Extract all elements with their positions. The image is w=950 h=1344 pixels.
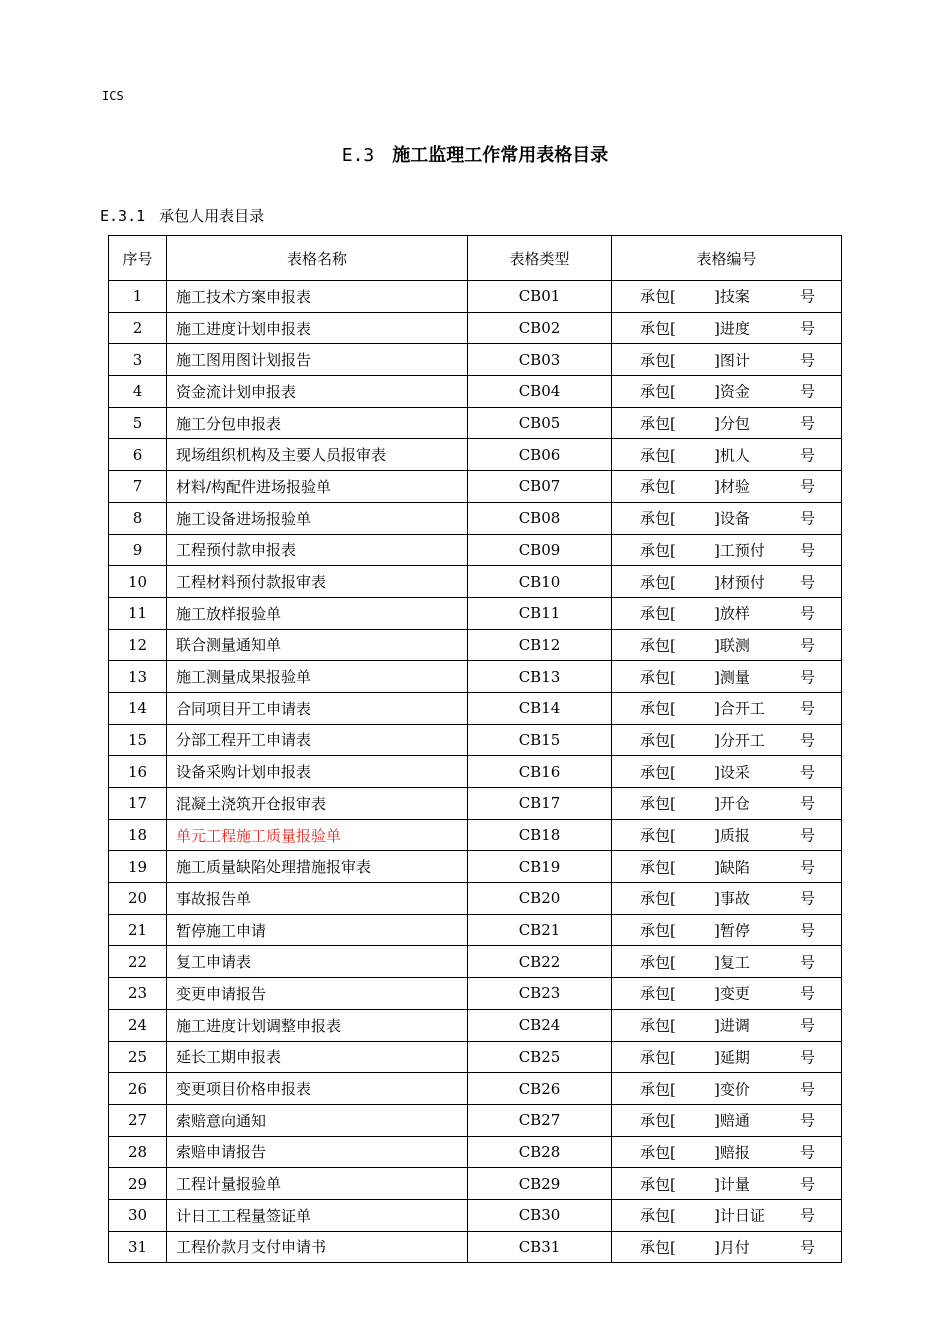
code-prefix: 承包[ [640,1016,676,1035]
form-code [612,883,842,915]
code-prefix: 承包[ [640,953,676,972]
form-code [612,1104,842,1136]
form-type: CB12 [468,629,612,661]
row-number: 12 [109,629,167,661]
code-suffix: 号 [800,953,816,972]
form-type: CB21 [468,914,612,946]
form-type: CB06 [468,439,612,471]
row-number: 24 [109,1009,167,1041]
row-number: 30 [109,1199,167,1231]
form-type: CB19 [468,851,612,883]
code-prefix: 承包[ [640,984,676,1003]
table-row [109,1136,842,1168]
row-number: 22 [109,946,167,978]
row-number: 23 [109,978,167,1010]
code-abbrev: ]计量 [714,1175,750,1194]
form-code [612,281,842,313]
code-suffix: 号 [800,414,816,433]
code-prefix: 承包[ [640,287,676,306]
header-name: 表格名称 [167,236,468,281]
subtitle-text: 承包人用表目录 [159,207,265,225]
code-prefix: 承包[ [640,573,676,592]
subtitle-number: E.3.1 [100,207,146,225]
code-prefix: 承包[ [640,446,676,465]
table-row [109,597,842,629]
form-code [612,534,842,566]
row-number: 5 [109,407,167,439]
row-number: 27 [109,1104,167,1136]
row-number: 16 [109,756,167,788]
code-prefix: 承包[ [640,1080,676,1099]
form-type: CB30 [468,1199,612,1231]
row-number: 2 [109,312,167,344]
ics-label: ICS [102,89,124,103]
form-code [612,851,842,883]
form-code [612,344,842,376]
code-prefix: 承包[ [640,794,676,813]
code-abbrev: ]技案 [714,287,750,306]
code-prefix: 承包[ [640,1048,676,1067]
code-suffix: 号 [800,477,816,496]
form-type: CB25 [468,1041,612,1073]
code-abbrev: ]进度 [714,319,750,338]
table-row [109,439,842,471]
row-number: 3 [109,344,167,376]
table-row [109,1104,842,1136]
table-row [109,788,842,820]
code-suffix: 号 [800,794,816,813]
table-row [109,281,842,313]
form-name: 分部工程开工申请表 [167,724,468,756]
row-number: 1 [109,281,167,313]
table-row [109,661,842,693]
form-name: 暂停施工申请 [167,914,468,946]
code-prefix: 承包[ [640,826,676,845]
code-prefix: 承包[ [640,668,676,687]
code-abbrev: ]缺陷 [714,858,750,877]
code-abbrev: ]联测 [714,636,750,655]
form-type: CB16 [468,756,612,788]
form-name: 施工进度计划调整申报表 [167,1009,468,1041]
row-number: 11 [109,597,167,629]
row-number: 8 [109,502,167,534]
form-name: 变更申请报告 [167,978,468,1010]
code-suffix: 号 [800,1238,816,1257]
code-suffix: 号 [800,731,816,750]
row-number: 7 [109,471,167,503]
form-name: 复工申请表 [167,946,468,978]
section-subtitle [100,205,264,226]
code-prefix: 承包[ [640,382,676,401]
form-type: CB27 [468,1104,612,1136]
header-code: 表格编号 [612,236,842,281]
code-suffix: 号 [800,319,816,338]
code-abbrev: ]赔报 [714,1143,750,1162]
form-code [612,1136,842,1168]
row-number: 10 [109,566,167,598]
table-row [109,407,842,439]
code-abbrev: ]图计 [714,351,750,370]
row-number: 31 [109,1231,167,1263]
code-prefix: 承包[ [640,1175,676,1194]
code-suffix: 号 [800,826,816,845]
table-row [109,376,842,408]
form-name: 施工分包申报表 [167,407,468,439]
code-prefix: 承包[ [640,1206,676,1225]
row-number: 28 [109,1136,167,1168]
form-name: 工程计量报验单 [167,1168,468,1200]
code-prefix: 承包[ [640,604,676,623]
code-abbrev: ]事故 [714,889,750,908]
form-name: 单元工程施工质量报验单 [167,819,468,851]
form-code [612,1073,842,1105]
form-type: CB03 [468,344,612,376]
form-name: 施工测量成果报验单 [167,661,468,693]
form-name: 变更项目价格申报表 [167,1073,468,1105]
code-suffix: 号 [800,889,816,908]
code-abbrev: ]复工 [714,953,750,972]
form-name: 施工技术方案申报表 [167,281,468,313]
code-abbrev: ]月付 [714,1238,750,1257]
code-suffix: 号 [800,1206,816,1225]
code-abbrev: ]工预付 [714,541,765,560]
code-suffix: 号 [800,604,816,623]
form-code [612,376,842,408]
code-suffix: 号 [800,1175,816,1194]
code-suffix: 号 [800,1143,816,1162]
code-abbrev: ]放样 [714,604,750,623]
row-number: 17 [109,788,167,820]
code-abbrev: ]质报 [714,826,750,845]
code-prefix: 承包[ [640,731,676,750]
table-row [109,756,842,788]
code-suffix: 号 [800,1080,816,1099]
form-name: 施工质量缺陷处理措施报审表 [167,851,468,883]
form-name: 索赔申请报告 [167,1136,468,1168]
form-name: 施工放样报验单 [167,597,468,629]
form-name: 混凝土浇筑开仓报审表 [167,788,468,820]
form-type: CB26 [468,1073,612,1105]
code-suffix: 号 [800,573,816,592]
form-name: 设备采购计划申报表 [167,756,468,788]
form-type: CB02 [468,312,612,344]
form-type: CB22 [468,946,612,978]
form-name: 施工图用图计划报告 [167,344,468,376]
code-abbrev: ]进调 [714,1016,750,1035]
table-row [109,946,842,978]
table-row [109,629,842,661]
code-prefix: 承包[ [640,763,676,782]
form-type: CB20 [468,883,612,915]
code-prefix: 承包[ [640,541,676,560]
form-code [612,692,842,724]
table-header-row [109,236,842,281]
form-type: CB15 [468,724,612,756]
row-number: 15 [109,724,167,756]
form-code [612,502,842,534]
code-abbrev: ]设备 [714,509,750,528]
code-abbrev: ]赔通 [714,1111,750,1130]
form-type: CB28 [468,1136,612,1168]
code-abbrev: ]分包 [714,414,750,433]
row-number: 14 [109,692,167,724]
form-code [612,1199,842,1231]
code-suffix: 号 [800,351,816,370]
code-prefix: 承包[ [640,414,676,433]
code-suffix: 号 [800,1111,816,1130]
row-number: 13 [109,661,167,693]
code-abbrev: ]测量 [714,668,750,687]
row-number: 20 [109,883,167,915]
code-abbrev: ]变更 [714,984,750,1003]
table-row [109,914,842,946]
table-row [109,1009,842,1041]
table-row [109,1073,842,1105]
code-suffix: 号 [800,636,816,655]
table-row [109,471,842,503]
form-name: 施工设备进场报验单 [167,502,468,534]
code-suffix: 号 [800,858,816,877]
form-type: CB13 [468,661,612,693]
table-row [109,344,842,376]
form-type: CB07 [468,471,612,503]
code-suffix: 号 [800,287,816,306]
form-type: CB08 [468,502,612,534]
code-suffix: 号 [800,668,816,687]
form-type: CB29 [468,1168,612,1200]
form-code [612,1231,842,1263]
form-code [612,1009,842,1041]
code-abbrev: ]变价 [714,1080,750,1099]
header-no: 序号 [109,236,167,281]
code-abbrev: ]暂停 [714,921,750,940]
table-row [109,502,842,534]
form-code [612,1168,842,1200]
form-code [612,566,842,598]
header-type: 表格类型 [468,236,612,281]
row-number: 29 [109,1168,167,1200]
form-name: 联合测量通知单 [167,629,468,661]
code-prefix: 承包[ [640,319,676,338]
form-code [612,819,842,851]
table-row [109,312,842,344]
form-name: 工程材料预付款报审表 [167,566,468,598]
form-name: 材料/构配件进场报验单 [167,471,468,503]
form-name: 事故报告单 [167,883,468,915]
form-code [612,756,842,788]
form-type: CB23 [468,978,612,1010]
form-name: 工程预付款申报表 [167,534,468,566]
code-prefix: 承包[ [640,1143,676,1162]
table-row [109,1231,842,1263]
code-abbrev: ]开仓 [714,794,750,813]
code-prefix: 承包[ [640,351,676,370]
code-suffix: 号 [800,1016,816,1035]
form-code [612,661,842,693]
form-type: CB05 [468,407,612,439]
row-number: 9 [109,534,167,566]
row-number: 25 [109,1041,167,1073]
row-number: 4 [109,376,167,408]
code-prefix: 承包[ [640,636,676,655]
form-code [612,724,842,756]
form-name: 合同项目开工申请表 [167,692,468,724]
code-suffix: 号 [800,699,816,718]
row-number: 6 [109,439,167,471]
table-row [109,819,842,851]
row-number: 19 [109,851,167,883]
row-number: 21 [109,914,167,946]
code-suffix: 号 [800,541,816,560]
form-code [612,439,842,471]
code-prefix: 承包[ [640,509,676,528]
table-row [109,1168,842,1200]
table-row [109,724,842,756]
code-suffix: 号 [800,984,816,1003]
form-code [612,407,842,439]
code-suffix: 号 [800,1048,816,1067]
form-name: 索赔意向通知 [167,1104,468,1136]
page-title [0,141,950,167]
form-type: CB18 [468,819,612,851]
code-suffix: 号 [800,763,816,782]
code-suffix: 号 [800,509,816,528]
form-code [612,312,842,344]
form-name: 延长工期申报表 [167,1041,468,1073]
form-type: CB04 [468,376,612,408]
form-type: CB17 [468,788,612,820]
code-abbrev: ]合开工 [714,699,765,718]
code-abbrev: ]设采 [714,763,750,782]
form-name: 现场组织机构及主要人员报审表 [167,439,468,471]
form-code [612,471,842,503]
table-row [109,978,842,1010]
form-code [612,978,842,1010]
form-name: 施工进度计划申报表 [167,312,468,344]
code-prefix: 承包[ [640,1111,676,1130]
code-abbrev: ]材预付 [714,573,765,592]
form-name: 计日工工程量签证单 [167,1199,468,1231]
row-number: 18 [109,819,167,851]
form-type: CB10 [468,566,612,598]
code-suffix: 号 [800,446,816,465]
table-row [109,566,842,598]
table-row [109,883,842,915]
form-type: CB14 [468,692,612,724]
code-prefix: 承包[ [640,1238,676,1257]
form-name: 资金流计划申报表 [167,376,468,408]
table-row [109,1199,842,1231]
code-prefix: 承包[ [640,477,676,496]
title-text: 施工监理工作常用表格目录 [392,145,609,166]
form-type: CB09 [468,534,612,566]
form-name: 工程价款月支付申请书 [167,1231,468,1263]
form-code [612,629,842,661]
row-number: 26 [109,1073,167,1105]
form-code [612,914,842,946]
code-abbrev: ]机人 [714,446,750,465]
form-code [612,946,842,978]
table-row [109,1041,842,1073]
code-suffix: 号 [800,921,816,940]
code-prefix: 承包[ [640,858,676,877]
form-type: CB24 [468,1009,612,1041]
table-row [109,692,842,724]
table-row [109,534,842,566]
form-type: CB31 [468,1231,612,1263]
form-code [612,1041,842,1073]
code-prefix: 承包[ [640,889,676,908]
form-catalog-table [108,235,842,1263]
form-type: CB11 [468,597,612,629]
form-code [612,597,842,629]
code-suffix: 号 [800,382,816,401]
code-abbrev: ]分开工 [714,731,765,750]
form-type: CB01 [468,281,612,313]
code-abbrev: ]计日证 [714,1206,765,1225]
title-number: E.3 [341,145,375,166]
code-abbrev: ]资金 [714,382,750,401]
code-abbrev: ]延期 [714,1048,750,1067]
code-prefix: 承包[ [640,921,676,940]
code-prefix: 承包[ [640,699,676,718]
form-code [612,788,842,820]
table-row [109,851,842,883]
code-abbrev: ]材验 [714,477,750,496]
